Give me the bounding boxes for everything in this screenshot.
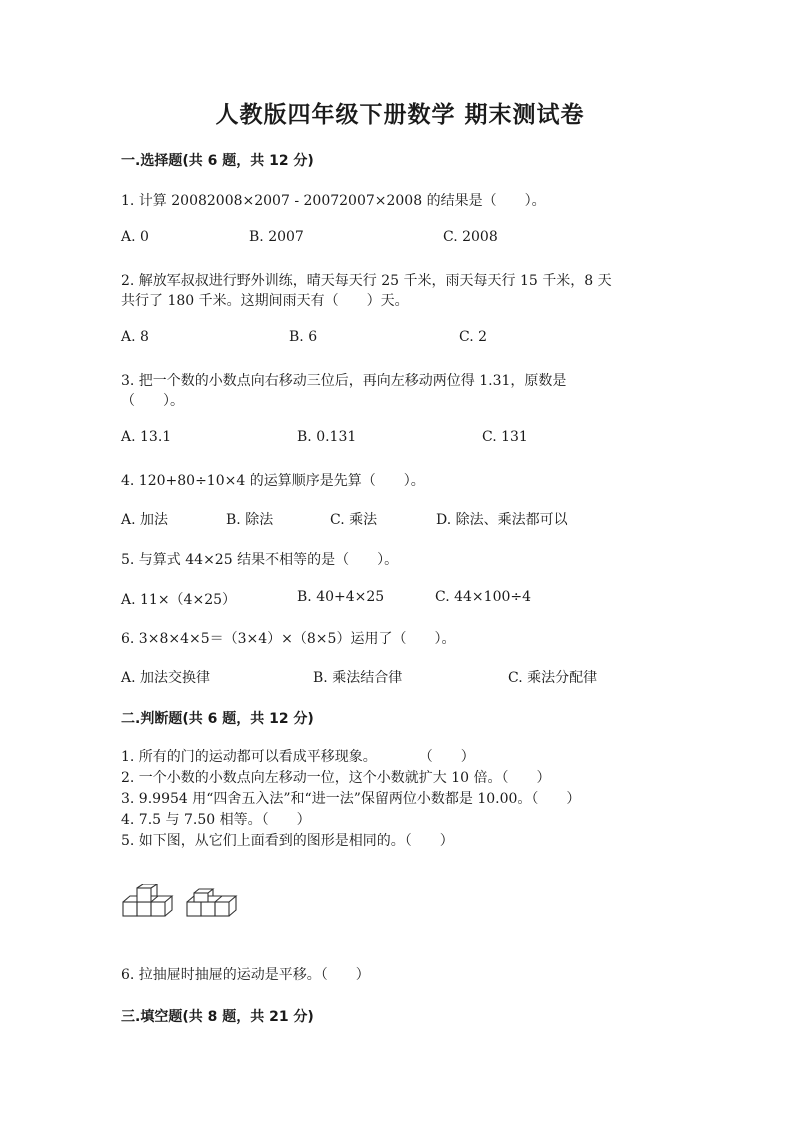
choice-q3-stem-line1: 3. 把一个数的小数点向右移动三位后，再向左移动两位得 1.31，原数是 xyxy=(121,373,567,389)
choice-q3-option-c: C. 131 xyxy=(482,429,528,445)
choice-q6-option-a: A. 加法交换律 xyxy=(121,670,211,686)
choice-q3-option-a: A. 13.1 xyxy=(121,429,172,445)
page-title: 人教版四年级下册数学 期末测试卷 xyxy=(215,101,585,128)
choice-q5-option-b: B. 40+4×25 xyxy=(297,589,385,605)
choice-q2-option-c: C. 2 xyxy=(459,329,488,345)
judge-q6: 6. 拉抽屉时抽屉的运动是平移。（ ） xyxy=(121,967,370,983)
choice-q1-option-b: B. 2007 xyxy=(249,229,304,245)
choice-q1-stem: 1. 计算 20082008×2007 - 20072007×2008 的结果是（ ）。 xyxy=(121,193,546,209)
choice-q5-stem: 5. 与算式 44×25 结果不相等的是（ ）。 xyxy=(121,552,399,568)
choice-q4-option-d: D. 除法、乘法都可以 xyxy=(436,512,568,528)
choice-q2-stem-line1: 2. 解放军叔叔进行野外训练，晴天每天行 25 千米，雨天每天行 15 千米，8 天 xyxy=(121,273,612,289)
choice-q1-option-a: A. 0 xyxy=(121,229,149,245)
choice-q2-option-a: A. 8 xyxy=(121,329,149,345)
choice-q5-option-c: C. 44×100÷4 xyxy=(435,589,532,605)
judge-q5: 5. 如下图，从它们上面看到的图形是相同的。（ ） xyxy=(121,833,454,849)
choice-q6-option-c: C. 乘法分配律 xyxy=(508,670,598,686)
choice-q2-stem-line2: 共行了 180 千米。这期间雨天有（ ）天。 xyxy=(121,293,409,309)
section-judge-heading: 二.判断题(共 6 题，共 12 分) xyxy=(121,711,314,727)
section-choice-heading: 一.选择题(共 6 题，共 12 分) xyxy=(121,153,314,169)
choice-q4-option-c: C. 乘法 xyxy=(330,512,378,528)
choice-q5-option-a: A. 11×（4×25） xyxy=(121,592,237,608)
choice-q4-option-b: B. 除法 xyxy=(226,512,274,528)
section-fill-heading: 三.填空题(共 8 题，共 21 分) xyxy=(121,1009,314,1025)
cube-stacks-figure xyxy=(121,884,251,926)
judge-q2: 2. 一个小数的小数点向左移动一位，这个小数就扩大 10 倍。（ ） xyxy=(121,770,551,786)
choice-q3-stem-line2: （ ）。 xyxy=(121,393,184,409)
choice-q1-option-c: C. 2008 xyxy=(443,229,498,245)
cube-stack-right xyxy=(187,889,236,916)
choice-q4-stem: 4. 120+80÷10×4 的运算顺序是先算（ ）。 xyxy=(121,473,425,489)
choice-q2-option-b: B. 6 xyxy=(289,329,318,345)
judge-q3: 3. 9.9954 用“四舍五入法”和“进一法”保留两位小数都是 10.00。（ ） xyxy=(121,791,581,807)
choice-q6-option-b: B. 乘法结合律 xyxy=(313,670,403,686)
cube-stack-left xyxy=(123,884,172,916)
judge-q4: 4. 7.5 与 7.50 相等。（ ） xyxy=(121,812,311,828)
choice-q3-option-b: B. 0.131 xyxy=(297,429,357,445)
choice-q6-stem: 6. 3×8×4×5＝（3×4）×（8×5）运用了（ ）。 xyxy=(121,631,456,647)
judge-q1: 1. 所有的门的运动都可以看成平移现象。 （ ） xyxy=(121,749,475,765)
choice-q4-option-a: A. 加法 xyxy=(121,512,169,528)
